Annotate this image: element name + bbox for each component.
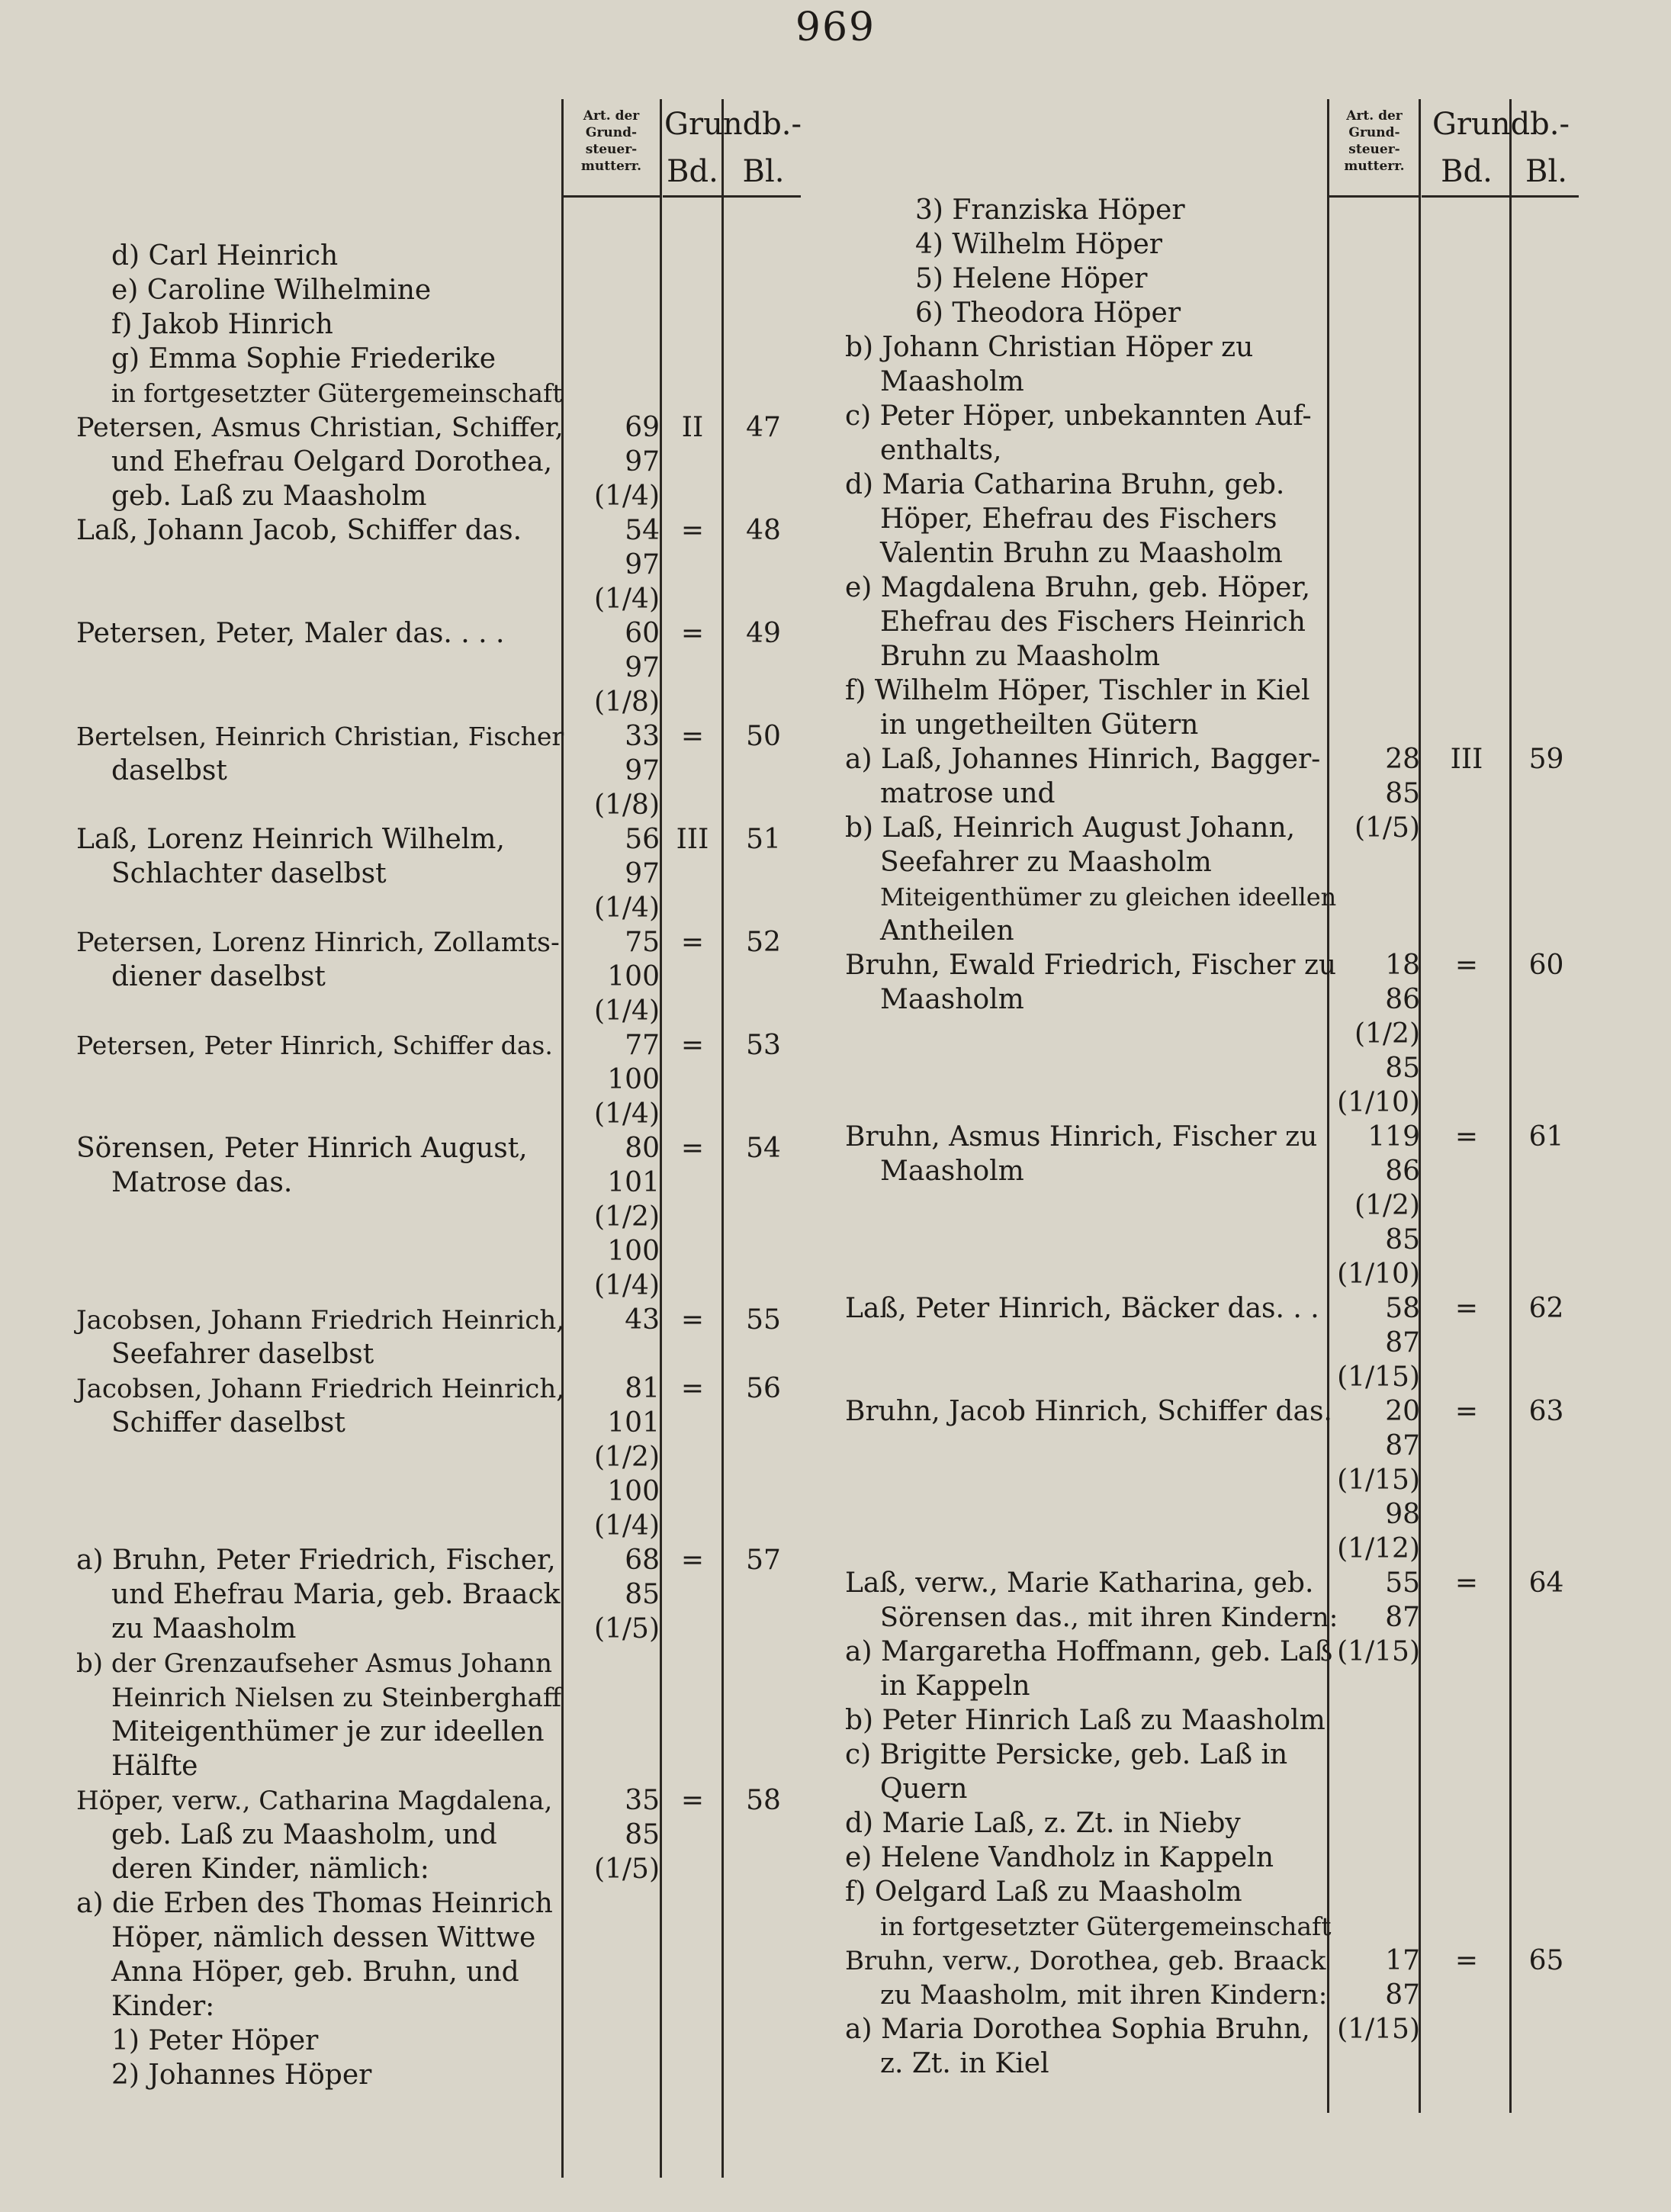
left-bd-value: =	[680, 618, 705, 649]
right-bl-value: 61	[1528, 1121, 1564, 1153]
left-entry-text: Petersen, Asmus Christian, Schiffer,	[76, 413, 564, 443]
left-header-art: mutterr.	[580, 159, 642, 174]
right-bd-value: =	[1454, 1396, 1479, 1427]
right-art-value: (1/10)	[1337, 1087, 1420, 1118]
left-entry-text: geb. Laß zu Maasholm	[111, 481, 427, 512]
left-entry-text: Höper, verw., Catharina Magdalena,	[76, 1786, 553, 1816]
right-bl-value: 62	[1528, 1293, 1564, 1324]
right-entry-text: in ungetheilten Gütern	[880, 709, 1199, 741]
left-bl-value: 49	[746, 618, 781, 649]
right-art-value: 18	[1385, 950, 1420, 981]
left-art-value: 97	[625, 549, 660, 580]
right-bl-value: 64	[1528, 1567, 1564, 1599]
right-art-value: 85	[1385, 1053, 1420, 1084]
left-entry-text: Jacobsen, Johann Friedrich Heinrich,	[76, 1374, 565, 1404]
left-header-bd: Bd.	[667, 154, 718, 189]
left-entry-text: Seefahrer daselbst	[111, 1339, 374, 1370]
right-art-value: 28	[1385, 744, 1420, 775]
left-art-value: 100	[607, 1064, 660, 1095]
left-art-value: 77	[625, 1030, 660, 1061]
right-header-bd: Bd.	[1441, 154, 1493, 189]
left-entry-text: 1) Peter Höper	[111, 2025, 319, 2056]
right-header-grundb: Grundb.-	[1432, 107, 1570, 142]
right-art-value: 58	[1385, 1293, 1420, 1324]
left-art-value: (1/4)	[593, 1510, 660, 1542]
right-art-value: 87	[1385, 1430, 1420, 1461]
left-art-value: 81	[625, 1373, 660, 1404]
left-entry-text: Heinrich Nielsen zu Steinberghaff	[111, 1683, 562, 1713]
right-entry-text: Miteigenthümer zu gleichen ideellen	[880, 883, 1337, 911]
left-bd-value: =	[680, 1373, 705, 1404]
right-art-value: 119	[1367, 1121, 1420, 1153]
right-entry-text: Ehefrau des Fischers Heinrich	[880, 606, 1306, 638]
right-header-art: mutterr.	[1344, 159, 1405, 174]
left-entry-text: 2) Johannes Höper	[111, 2059, 372, 2091]
right-art-value: 87	[1385, 1602, 1420, 1633]
left-art-value: 80	[625, 1133, 660, 1164]
left-entry-text: Höper, nämlich dessen Wittwe	[111, 1922, 536, 1953]
right-art-value: (1/15)	[1337, 1464, 1420, 1496]
left-header-art: steuer-	[585, 142, 638, 157]
right-entry-text: in Kappeln	[880, 1670, 1030, 1702]
right-entry-text: e) Helene Vandholz in Kappeln	[845, 1842, 1274, 1873]
left-art-value: 54	[625, 515, 660, 546]
right-header-bl: Bl.	[1525, 154, 1567, 189]
left-header-bl: Bl.	[742, 154, 785, 189]
left-entry-text: daselbst	[111, 755, 227, 786]
left-entry-text: Laß, Johann Jacob, Schiffer das.	[76, 515, 522, 546]
left-entry-text: und Ehefrau Maria, geb. Braack	[111, 1579, 561, 1610]
right-bl-value: 65	[1528, 1945, 1564, 1976]
left-entry-text: Bertelsen, Heinrich Christian, Fischer	[76, 722, 564, 751]
left-bd-value: =	[680, 721, 705, 752]
right-entry-text: Bruhn, Ewald Friedrich, Fischer zu	[845, 950, 1337, 981]
right-entry-text: a) Margaretha Hoffmann, geb. Laß	[845, 1636, 1333, 1667]
left-entry-text: g) Emma Sophie Friederike	[111, 343, 496, 375]
right-entry-text: b) Peter Hinrich Laß zu Maasholm	[845, 1705, 1326, 1736]
left-bd-value: =	[680, 1304, 705, 1336]
left-bl-value: 53	[746, 1030, 781, 1061]
left-entry-text: Laß, Lorenz Heinrich Wilhelm,	[76, 824, 505, 855]
right-entry-text: zu Maasholm, mit ihren Kindern:	[880, 1980, 1328, 2011]
right-entry-text: Maasholm	[880, 1156, 1024, 1187]
right-bd-value: =	[1454, 1945, 1479, 1976]
right-art-value: 98	[1385, 1499, 1420, 1530]
right-art-value: (1/15)	[1337, 2014, 1420, 2045]
right-header-art: Art. der	[1346, 108, 1403, 124]
left-header-art: Art. der	[583, 108, 640, 124]
left-art-value: 69	[625, 412, 660, 443]
left-art-value: 100	[607, 1236, 660, 1267]
right-entry-text: matrose und	[880, 778, 1056, 809]
left-art-value: 100	[607, 961, 660, 992]
left-entry-text: Schiffer daselbst	[111, 1407, 345, 1439]
right-entry-text: e) Magdalena Bruhn, geb. Höper,	[845, 572, 1311, 603]
left-art-value: 60	[625, 618, 660, 649]
left-entry-text: Kinder:	[111, 1991, 215, 2022]
left-art-value: 43	[625, 1304, 660, 1336]
right-column-rule	[1327, 99, 1329, 2113]
left-art-value: 85	[625, 1819, 660, 1850]
right-entry-text: Valentin Bruhn zu Maasholm	[880, 538, 1283, 569]
right-entry-text: Seefahrer zu Maasholm	[880, 847, 1212, 878]
right-entry-text: Laß, verw., Marie Katharina, geb.	[845, 1567, 1314, 1599]
left-entry-text: geb. Laß zu Maasholm, und	[111, 1819, 497, 1850]
right-art-value: 17	[1385, 1945, 1420, 1976]
left-entry-text: Petersen, Lorenz Hinrich, Zollamts-	[76, 928, 560, 958]
right-art-value: 86	[1385, 1156, 1420, 1187]
right-entry-text: z. Zt. in Kiel	[880, 2048, 1049, 2079]
left-art-value: (1/4)	[593, 584, 660, 615]
page-number: 969	[795, 5, 876, 50]
left-art-value: 97	[625, 858, 660, 889]
right-entry-text: Bruhn, verw., Dorothea, geb. Braack	[845, 1946, 1326, 1976]
left-entry-text: Sörensen, Peter Hinrich August,	[76, 1133, 528, 1164]
left-entry-text: Anna Höper, geb. Bruhn, und	[111, 1956, 519, 1988]
right-entry-text: c) Peter Höper, unbekannten Auf-	[845, 400, 1312, 432]
left-entry-text: Matrose das.	[111, 1167, 293, 1198]
right-art-value: 85	[1385, 1224, 1420, 1256]
right-header-rule	[1422, 195, 1579, 198]
left-art-value: (1/4)	[593, 1098, 660, 1130]
left-bd-value: =	[680, 927, 705, 958]
right-entry-text: 5) Helene Höper	[915, 263, 1148, 294]
left-bd-value: =	[680, 1030, 705, 1061]
left-art-value: (1/4)	[593, 995, 660, 1027]
right-bd-value: =	[1454, 1121, 1479, 1153]
left-art-value: (1/4)	[593, 1270, 660, 1301]
left-art-value: (1/2)	[593, 1201, 660, 1233]
right-header-art: steuer-	[1348, 142, 1400, 157]
right-art-value: 86	[1385, 984, 1420, 1015]
right-entry-text: enthalts,	[880, 435, 1002, 466]
left-bl-value: 50	[746, 721, 781, 752]
right-header-art: Grund-	[1348, 125, 1400, 140]
left-bd-value: =	[680, 1785, 705, 1816]
right-entry-text: Maasholm	[880, 366, 1024, 397]
left-entry-text: und Ehefrau Oelgard Dorothea,	[111, 446, 553, 477]
left-art-value: (1/8)	[593, 789, 660, 821]
left-art-value: (1/5)	[593, 1854, 660, 1885]
right-entry-text: 4) Wilhelm Höper	[915, 229, 1162, 260]
left-entry-text: in fortgesetzter Gütergemeinschaft	[111, 378, 563, 408]
left-bd-value: =	[680, 1133, 705, 1164]
left-header-grundb: Grundb.-	[664, 107, 802, 142]
left-entry-text: b) der Grenzaufseher Asmus Johann	[76, 1648, 552, 1679]
right-art-value: 87	[1385, 1979, 1420, 2011]
left-art-value: 101	[607, 1407, 660, 1439]
left-bl-value: 48	[746, 515, 781, 546]
right-bd-value: =	[1454, 1293, 1479, 1324]
left-art-value: (1/8)	[593, 686, 660, 718]
left-bl-value: 54	[746, 1133, 781, 1164]
left-entry-text: Miteigenthümer je zur ideellen	[111, 1716, 545, 1747]
right-art-value: (1/10)	[1337, 1259, 1420, 1290]
right-entry-text: Höper, Ehefrau des Fischers	[880, 503, 1277, 535]
right-entry-text: in fortgesetzter Gütergemeinschaft	[880, 1911, 1332, 1941]
right-entry-text: Bruhn, Asmus Hinrich, Fischer zu	[845, 1121, 1318, 1153]
left-art-value: 75	[625, 927, 660, 958]
right-entry-text: f) Oelgard Laß zu Maasholm	[845, 1876, 1242, 1908]
right-art-value: (1/15)	[1337, 1362, 1420, 1393]
right-header-rule	[1329, 195, 1420, 198]
right-bd-value: III	[1450, 744, 1483, 775]
right-art-value: (1/2)	[1354, 1018, 1420, 1050]
right-bl-value: 60	[1528, 950, 1564, 981]
left-entry-text: deren Kinder, nämlich:	[111, 1854, 429, 1885]
right-entry-text: Sörensen das., mit ihren Kindern:	[880, 1603, 1338, 1633]
left-entry-text: diener daselbst	[111, 961, 326, 992]
right-art-value: (1/15)	[1337, 1636, 1420, 1667]
left-bd-value: =	[680, 1545, 705, 1576]
right-entry-text: 6) Theodora Höper	[915, 297, 1181, 329]
left-bl-value: 58	[746, 1785, 781, 1816]
left-entry-text: Hälfte	[111, 1751, 198, 1782]
left-art-value: 33	[625, 721, 660, 752]
left-art-value: (1/5)	[593, 1613, 660, 1645]
right-entry-text: b) Johann Christian Höper zu	[845, 332, 1254, 363]
left-entry-text: a) Bruhn, Peter Friedrich, Fischer,	[76, 1545, 556, 1576]
left-entry-text: Petersen, Peter, Maler das. . . .	[76, 618, 505, 649]
left-entry-text: Schlachter daselbst	[111, 858, 387, 889]
left-bl-value: 57	[746, 1545, 781, 1576]
left-art-value: 97	[625, 652, 660, 683]
right-entry-text: a) Maria Dorothea Sophia Bruhn,	[845, 2014, 1310, 2045]
left-entry-text: d) Carl Heinrich	[111, 240, 339, 272]
right-entry-text: f) Wilhelm Höper, Tischler in Kiel	[845, 675, 1310, 706]
left-art-value: 56	[625, 824, 660, 855]
left-art-value: 68	[625, 1545, 660, 1576]
left-entry-text: zu Maasholm	[111, 1613, 297, 1645]
left-bd-value: III	[676, 824, 709, 855]
right-entry-text: Antheilen	[880, 915, 1014, 947]
right-bd-value: =	[1454, 950, 1479, 981]
left-art-value: 101	[607, 1167, 660, 1198]
left-art-value: 97	[625, 446, 660, 477]
left-art-value: (1/4)	[593, 481, 660, 512]
right-entry-text: 3) Franziska Höper	[915, 195, 1185, 226]
right-art-value: 87	[1385, 1327, 1420, 1358]
right-art-value: 55	[1385, 1567, 1420, 1599]
right-art-value: 20	[1385, 1396, 1420, 1427]
left-bl-value: 52	[746, 927, 781, 958]
right-entry-text: Bruhn, Jacob Hinrich, Schiffer das.	[845, 1396, 1332, 1427]
left-bl-value: 51	[746, 824, 781, 855]
right-entry-text: d) Maria Catharina Bruhn, geb.	[845, 469, 1285, 500]
left-art-value: 35	[625, 1785, 660, 1816]
left-bl-value: 55	[746, 1304, 781, 1336]
left-header-art: Grund-	[585, 125, 638, 140]
left-entry-text: Petersen, Peter Hinrich, Schiffer das.	[76, 1030, 553, 1060]
left-art-value: (1/4)	[593, 892, 660, 924]
right-art-value: (1/12)	[1337, 1533, 1420, 1564]
right-entry-text: c) Brigitte Persicke, geb. Laß in	[845, 1739, 1288, 1770]
left-bl-value: 56	[746, 1373, 781, 1404]
right-art-value: (1/5)	[1354, 812, 1420, 844]
right-column-rule	[1509, 99, 1512, 2113]
right-bl-value: 63	[1528, 1396, 1564, 1427]
left-art-value: (1/2)	[593, 1442, 660, 1473]
right-entry-text: Quern	[880, 1773, 968, 1805]
left-bl-value: 47	[746, 412, 781, 443]
left-art-value: 85	[625, 1579, 660, 1610]
right-entry-text: Maasholm	[880, 984, 1024, 1015]
right-entry-text: d) Marie Laß, z. Zt. in Nieby	[845, 1808, 1241, 1839]
right-art-value: 85	[1385, 778, 1420, 809]
left-entry-text: a) die Erben des Thomas Heinrich	[76, 1888, 553, 1919]
right-entry-text: Laß, Peter Hinrich, Bäcker das. . .	[845, 1293, 1319, 1324]
right-bd-value: =	[1454, 1567, 1479, 1599]
left-entry-text: f) Jakob Hinrich	[111, 309, 333, 340]
right-entry-text: b) Laß, Heinrich August Johann,	[845, 812, 1296, 844]
right-bl-value: 59	[1528, 744, 1564, 775]
left-art-value: 100	[607, 1476, 660, 1507]
right-entry-text: Bruhn zu Maasholm	[880, 641, 1161, 672]
left-entry-text: e) Caroline Wilhelmine	[111, 275, 432, 306]
left-bd-value: =	[680, 515, 705, 546]
left-entry-text: Jacobsen, Johann Friedrich Heinrich,	[76, 1305, 565, 1336]
left-art-value: 97	[625, 755, 660, 786]
right-entry-text: a) Laß, Johannes Hinrich, Bagger-	[845, 744, 1321, 775]
right-art-value: (1/2)	[1354, 1190, 1420, 1221]
left-bd-value: II	[681, 412, 704, 443]
